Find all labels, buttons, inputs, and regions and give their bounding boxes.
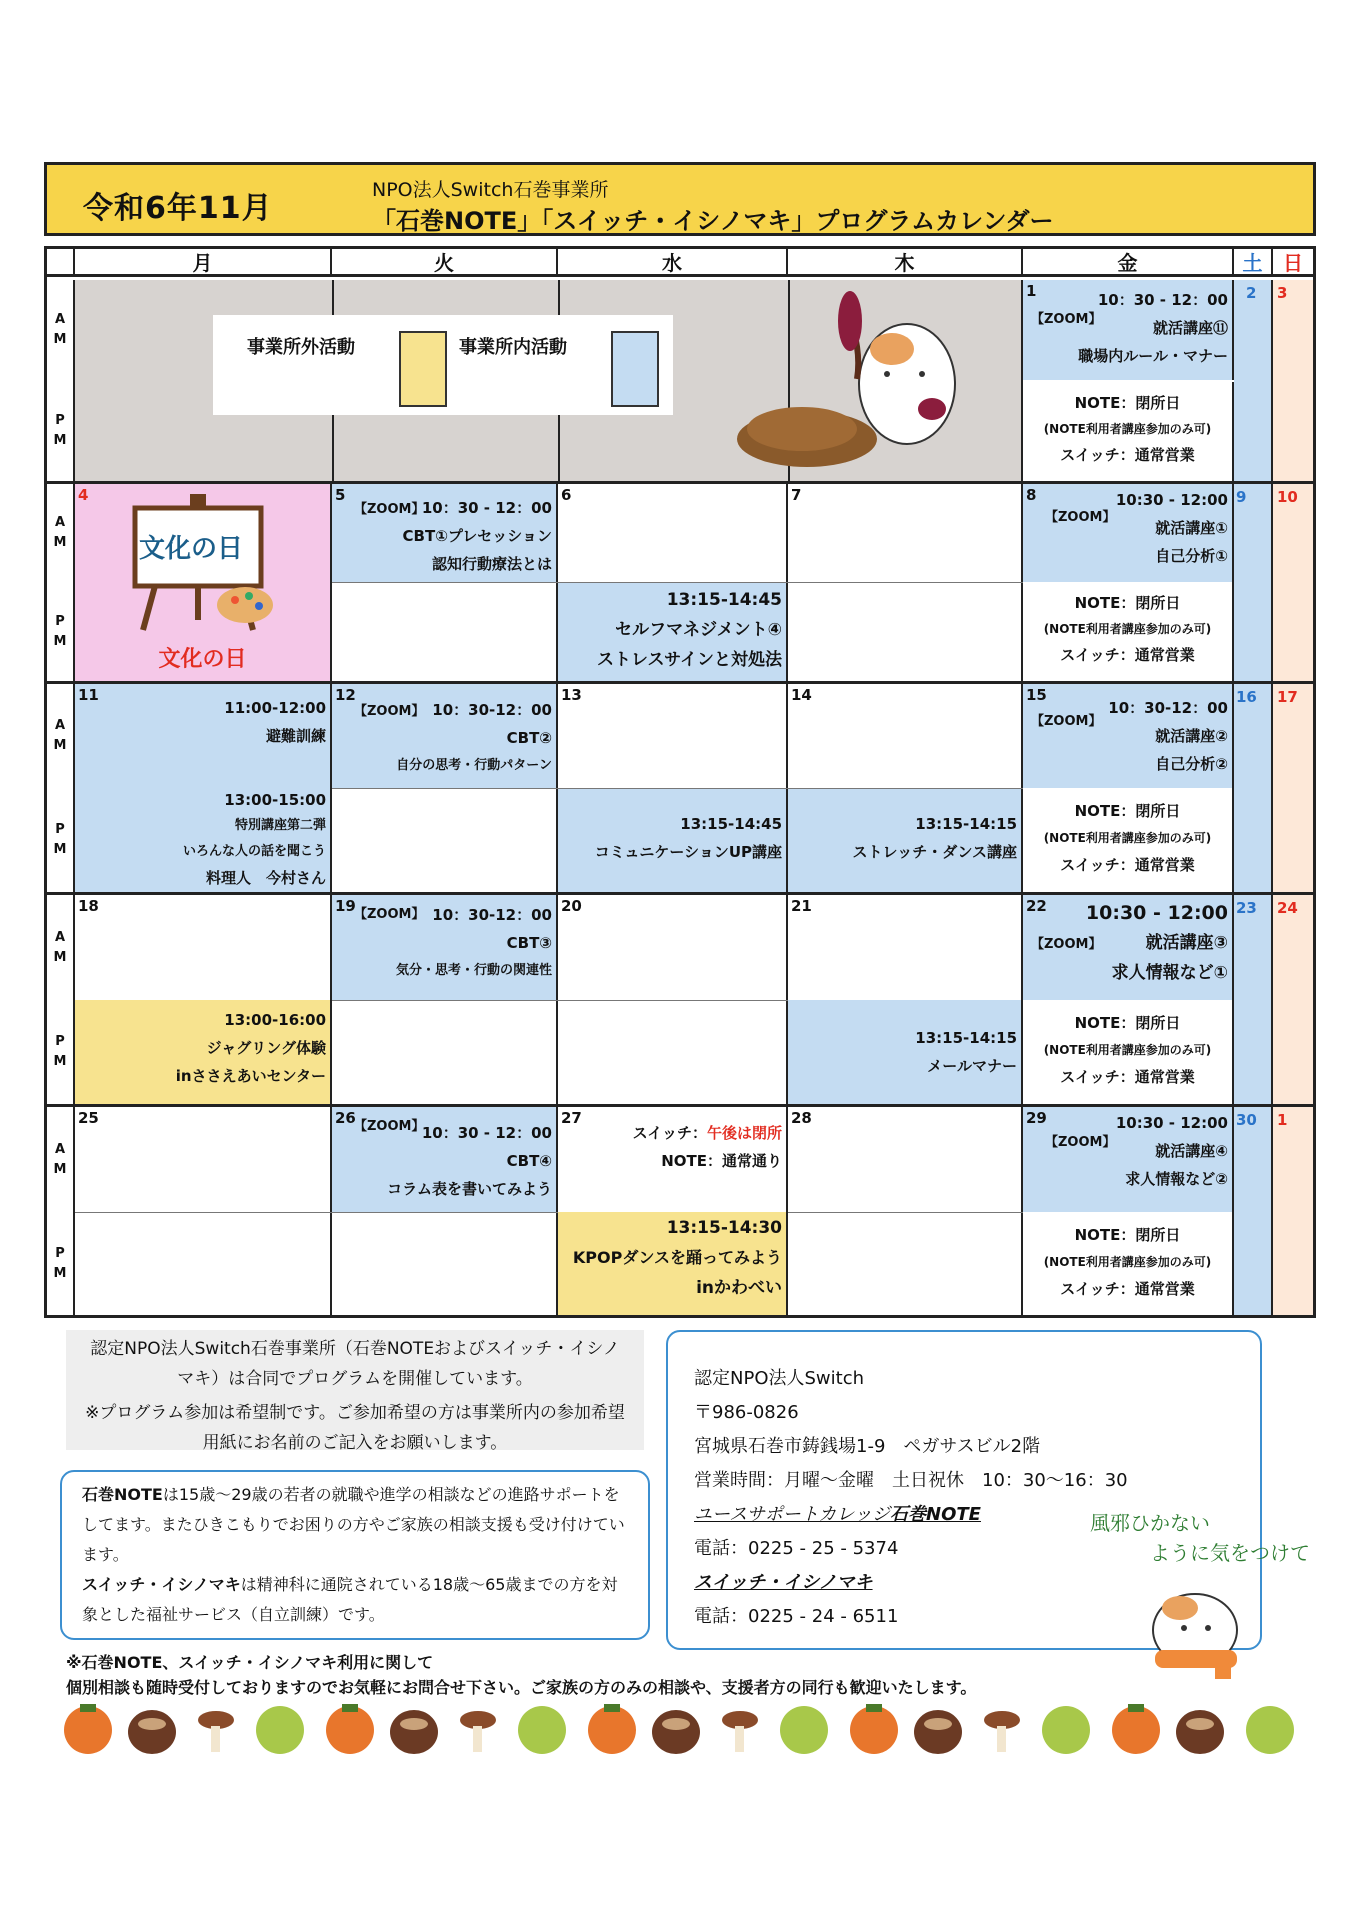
- day-cell-23: [1234, 895, 1273, 1104]
- event-subtitle: 求人情報など②: [1125, 1170, 1228, 1188]
- event-time: 10:30 - 12:00: [1085, 902, 1228, 924]
- event-time: 10:30 - 12:00: [1115, 1114, 1228, 1132]
- switch-org-name: スイッチ・イシノマキ: [694, 1572, 873, 1593]
- day-header-thu: 木: [788, 249, 1023, 277]
- day-cell-3: [1273, 280, 1313, 481]
- legend-inside-label: 事業所内活動: [459, 337, 567, 358]
- event-title: 避難訓練: [265, 727, 326, 745]
- event-title: CBT④: [506, 1152, 552, 1170]
- event-title: メールマナー: [927, 1057, 1017, 1075]
- note-closed: NOTE：閉所日: [1074, 802, 1181, 820]
- day-cell-24: [1273, 895, 1313, 1104]
- corner-cell: [47, 249, 75, 277]
- day-cell-12-am: [332, 684, 558, 788]
- day-cell-25: [75, 1107, 332, 1315]
- date-number: 22: [1026, 897, 1047, 915]
- event-subtitle: ストレスサインと対処法: [597, 650, 782, 670]
- date-number: 1: [1277, 1111, 1288, 1129]
- culture-day-title: 文化の日: [139, 534, 244, 564]
- event-location: inかわべい: [696, 1278, 782, 1298]
- ishinomaki-note-desc: は15歳～29歳の若者の就職や進学の相談などの進路サポートをしてます。またひきこもりでお困りの方やご家族の相談支援も受け付けています。: [82, 1485, 625, 1564]
- date-number: 13: [561, 686, 582, 704]
- legend-outside-label: 事業所外活動: [247, 337, 355, 358]
- note-only-lecture: (NOTE利用者講座参加のみ可): [1043, 422, 1212, 436]
- event-subtitle: コラム表を書いてみよう: [387, 1180, 552, 1198]
- event-title: CBT①プレセッション: [402, 527, 552, 545]
- pm-label: P M: [47, 1000, 75, 1104]
- contact-org: 認定NPO法人Switch: [694, 1368, 864, 1389]
- date-number: 26: [335, 1109, 356, 1127]
- contact-hours: 営業時間：月曜～金曜 土日祝休 10：30～16：30: [694, 1470, 1128, 1491]
- culture-day-easel-illustration: [115, 490, 285, 640]
- event-location: inささえあいセンター: [175, 1067, 326, 1085]
- day-cell-22-am: [1023, 895, 1234, 1000]
- zoom-tag: 【ZOOM】: [354, 502, 425, 517]
- day-cell-6-am: [558, 484, 788, 582]
- day-cell-29-pm: [1023, 1212, 1234, 1315]
- org-name: NPO法人Switch石巻事業所: [372, 179, 609, 201]
- event-time: 10：30 - 12：00: [421, 1124, 552, 1142]
- event-time: 10：30 - 12：00: [1097, 291, 1228, 309]
- pm-label: P M: [47, 380, 75, 481]
- participation-text: ※プログラム参加は希望制です。ご参加希望の方は事業所内の参加希望用紙にお名前のご記入をお願いします。: [85, 1403, 625, 1453]
- day-cell-6-pm: [558, 582, 788, 681]
- event-subtitle: 気分・思考・行動の関連性: [395, 963, 552, 978]
- day-cell-14-pm: [788, 788, 1023, 892]
- day-cell-27-pm: [558, 1212, 788, 1315]
- switch-open: スイッチ：通常営業: [1060, 1068, 1195, 1086]
- date-number: 10: [1277, 488, 1298, 506]
- day-header-tue: 火: [332, 249, 558, 277]
- date-number: 5: [335, 486, 346, 504]
- note-org-prefix: ユースサポートカレッジ: [694, 1504, 891, 1525]
- calendar-header: [44, 162, 1316, 236]
- date-number: 3: [1277, 284, 1288, 302]
- day-cell-5-pm: [332, 582, 558, 681]
- day-cell-10: [1273, 484, 1313, 681]
- date-number: 7: [791, 486, 802, 504]
- date-number: 12: [335, 686, 356, 704]
- event-time: 10：30-12：00: [1108, 699, 1228, 717]
- note-only-lecture: (NOTE利用者講座参加のみ可): [1043, 831, 1212, 845]
- day-header-mon: 月: [75, 249, 332, 277]
- am-label: A M: [47, 1107, 75, 1212]
- event-title: KPOPダンスを踊ってみよう: [572, 1248, 782, 1267]
- zoom-tag: 【ZOOM】: [354, 907, 425, 922]
- day-cell-22-pm: [1023, 1000, 1234, 1104]
- date-number: 19: [335, 897, 356, 915]
- date-number: 21: [791, 897, 812, 915]
- event-time: 13:15-14:15: [915, 1029, 1017, 1047]
- day-cell-21-am: [788, 895, 1023, 1000]
- afternoon-closed: 午後は閉所: [706, 1124, 782, 1142]
- am-label: A M: [47, 895, 75, 1000]
- date-number: 30: [1236, 1111, 1257, 1129]
- date-number: 15: [1026, 686, 1047, 704]
- footer-line2: 個別相談も随時受付しておりますのでお気軽にお問合せ下さい。ご家族の方のみの相談や、支援者方の同行も歓迎いたします。: [66, 1678, 977, 1697]
- date-number: 24: [1277, 899, 1298, 917]
- day-cell-30: [1234, 1107, 1273, 1315]
- handwrite-line2: ように気をつけて: [1150, 1541, 1310, 1565]
- day-header-wed: 水: [558, 249, 788, 277]
- event-title: CBT③: [506, 934, 552, 952]
- date-number: 9: [1236, 488, 1247, 506]
- day-cell-18-pm: [75, 1000, 332, 1104]
- zoom-tag: 【ZOOM】: [1045, 510, 1116, 525]
- day-cell-19-am: [332, 895, 558, 1000]
- day-cell-8-am: [1023, 484, 1234, 582]
- day-cell-13-am: [558, 684, 788, 788]
- day-header-sat: 土: [1234, 249, 1273, 277]
- zoom-tag: 【ZOOM】: [1031, 937, 1102, 952]
- date-number: 14: [791, 686, 812, 704]
- pm-label: P M: [47, 582, 75, 681]
- event-title: 就活講座④: [1155, 1142, 1228, 1160]
- switch-ishinomaki-desc: は精神科に通院されている18歳～65歳までの方を対象とした福祉サービス（自立訓練）です。: [82, 1575, 618, 1624]
- event-time: 10：30-12：00: [432, 701, 552, 719]
- holiday-label: 文化の日: [158, 647, 247, 672]
- event-time: 13:00-15:00: [224, 791, 326, 809]
- date-number: 18: [78, 897, 99, 915]
- zoom-tag: 【ZOOM】: [1031, 312, 1102, 327]
- date-number: 20: [561, 897, 582, 915]
- event-time: 11:00-12:00: [224, 699, 326, 717]
- date-number: 2: [1246, 284, 1257, 302]
- event-time: 10：30 - 12：00: [421, 499, 552, 517]
- date-number: 6: [561, 486, 572, 504]
- date-number: 29: [1026, 1109, 1047, 1127]
- service-description: [60, 1470, 650, 1640]
- date-number: 17: [1277, 688, 1298, 706]
- day-header-fri: 金: [1023, 249, 1234, 277]
- day-cell-1-pm: [1023, 380, 1234, 481]
- day-cell-9: [1234, 484, 1273, 681]
- handwritten-message: [1090, 1508, 1310, 1568]
- event-subtitle: 職場内ルール・マナー: [1078, 347, 1228, 365]
- switch-open: スイッチ：通常営業: [1060, 1280, 1195, 1298]
- day-cell-15-pm: [1023, 788, 1234, 892]
- event-subtitle: いろんな人の話を聞こう: [182, 844, 326, 859]
- event-time: 13:00-16:00: [224, 1011, 326, 1029]
- day-header-sun: 日: [1273, 249, 1313, 277]
- legend-inside-swatch: [611, 331, 659, 407]
- day-cell-1-am: [1023, 280, 1234, 380]
- autumn-fruit-border: [60, 1700, 1310, 1756]
- am-label: A M: [47, 684, 75, 788]
- event-time: 13:15-14:45: [680, 815, 782, 833]
- day-cell-29-am: [1023, 1107, 1234, 1212]
- day-cell-13-pm: [558, 788, 788, 892]
- switch-label: スイッチ：: [632, 1124, 707, 1142]
- date-number: 16: [1236, 688, 1257, 706]
- handwrite-line1: 風邪ひかない: [1090, 1511, 1210, 1535]
- date-number: 28: [791, 1109, 812, 1127]
- event-title: コミュニケーションUP講座: [594, 843, 782, 861]
- event-time: 10：30-12：00: [432, 906, 552, 924]
- zoom-tag: 【ZOOM】: [354, 704, 425, 719]
- event-speaker: 料理人 今村さん: [205, 869, 326, 887]
- calendar-subtitle: 「石巻NOTE」「スイッチ・イシノマキ」プログラムカレンダー: [372, 207, 1054, 235]
- event-title: 就活講座②: [1155, 727, 1228, 745]
- event-subtitle: 認知行動療法とは: [431, 555, 552, 573]
- date-number: 1: [1026, 282, 1037, 300]
- day-cell-26-am: [332, 1107, 558, 1212]
- event-subtitle: 求人情報など①: [1111, 963, 1228, 983]
- joint-program-text: 認定NPO法人Switch石巻事業所（石巻NOTEおよびスイッチ・イシノマキ）は合同でプログラムを開催しています。: [90, 1339, 620, 1389]
- zoom-tag: 【ZOOM】: [354, 1119, 425, 1134]
- note-org-name: 石巻NOTE: [890, 1504, 981, 1525]
- footer-line1: ※石巻NOTE、スイッチ・イシノマキ利用に関して: [66, 1653, 434, 1672]
- note-closed: NOTE：閉所日: [1074, 1014, 1181, 1032]
- switch-open: スイッチ：通常営業: [1060, 856, 1195, 874]
- day-cell-5-am: [332, 484, 558, 582]
- date-number: 27: [561, 1109, 582, 1127]
- day-cell-dec-1: [1273, 1107, 1313, 1315]
- day-cell-21-pm: [788, 1000, 1023, 1104]
- event-title: 特別講座第二弾: [234, 818, 326, 833]
- switch-open: スイッチ：通常営業: [1060, 446, 1195, 464]
- note-only-lecture: (NOTE利用者講座参加のみ可): [1043, 622, 1212, 636]
- day-cell-27-am: [558, 1107, 788, 1212]
- switch-ishinomaki-name: スイッチ・イシノマキ: [82, 1575, 241, 1594]
- zoom-tag: 【ZOOM】: [1045, 1135, 1116, 1150]
- day-cell-19-pm: [332, 1000, 558, 1104]
- event-title: 就活講座③: [1145, 933, 1228, 953]
- date-number: 23: [1236, 899, 1257, 917]
- day-cell-15-am: [1023, 684, 1234, 788]
- event-time: 13:15-14:45: [666, 590, 782, 610]
- date-number: 11: [78, 686, 99, 704]
- month-title: 令和6年11月: [83, 191, 273, 226]
- day-cell-11-pm: [75, 788, 332, 892]
- day-cell-18-am: [75, 895, 332, 1000]
- contact-zip: 〒986-0826: [694, 1402, 799, 1423]
- day-cell-11-am: [75, 684, 332, 788]
- event-time: 13:15-14:30: [666, 1218, 782, 1238]
- event-subtitle: 自己分析②: [1155, 755, 1228, 773]
- date-number: 4: [78, 486, 89, 504]
- day-cell-8-pm: [1023, 582, 1234, 681]
- note-only-lecture: (NOTE利用者講座参加のみ可): [1043, 1255, 1212, 1269]
- day-cell-28: [788, 1107, 1023, 1315]
- program-notice: [66, 1330, 644, 1453]
- legend-outside-swatch: [399, 331, 447, 407]
- am-label: A M: [47, 280, 75, 380]
- program-calendar: [44, 246, 1316, 1318]
- day-cell-14-am: [788, 684, 1023, 788]
- footer-notice: [66, 1650, 1296, 1700]
- event-title: CBT②: [506, 729, 552, 747]
- event-subtitle: 自己分析①: [1155, 547, 1228, 565]
- event-title: ジャグリング体験: [206, 1039, 326, 1057]
- event-time: 10:30 - 12:00: [1115, 491, 1228, 509]
- event-title: 就活講座①: [1155, 519, 1228, 537]
- day-cell-12-pm: [332, 788, 558, 892]
- day-cell-4: [75, 484, 332, 681]
- note-only-lecture: (NOTE利用者講座参加のみ可): [1043, 1043, 1212, 1057]
- event-time: 13:15-14:15: [915, 815, 1017, 833]
- event-subtitle: 自分の思考・行動パターン: [396, 758, 552, 773]
- contact-address: 宮城県石巻市鋳銭場1-9 ペガサスビル2階: [694, 1436, 1041, 1457]
- pm-label: P M: [47, 788, 75, 892]
- switch-open: スイッチ：通常営業: [1060, 646, 1195, 664]
- day-cell-17: [1273, 684, 1313, 892]
- note-closed: NOTE：閉所日: [1074, 594, 1181, 612]
- day-cell-26-pm: [332, 1212, 558, 1315]
- zoom-tag: 【ZOOM】: [1031, 714, 1102, 729]
- date-number: 25: [78, 1109, 99, 1127]
- note-normal: NOTE：通常通り: [661, 1152, 782, 1170]
- event-title: ストレッチ・ダンス講座: [852, 843, 1017, 861]
- day-cell-2: [1234, 280, 1273, 481]
- pm-label: P M: [47, 1212, 75, 1315]
- cat-sweet-potato-illustration: [717, 289, 1017, 474]
- note-phone[interactable]: 電話：0225 - 25 - 5374: [694, 1538, 899, 1559]
- event-title: 就活講座⑪: [1152, 319, 1228, 337]
- am-label: A M: [47, 484, 75, 582]
- note-closed: NOTE：閉所日: [1074, 394, 1181, 412]
- switch-phone[interactable]: 電話：0225 - 24 - 6511: [694, 1606, 899, 1627]
- event-title: セルフマネジメント④: [615, 620, 782, 640]
- day-cell-16: [1234, 684, 1273, 892]
- date-number: 8: [1026, 486, 1037, 504]
- ishinomaki-note-name: 石巻NOTE: [82, 1485, 163, 1504]
- note-closed: NOTE：閉所日: [1074, 1226, 1181, 1244]
- legend: [213, 315, 673, 415]
